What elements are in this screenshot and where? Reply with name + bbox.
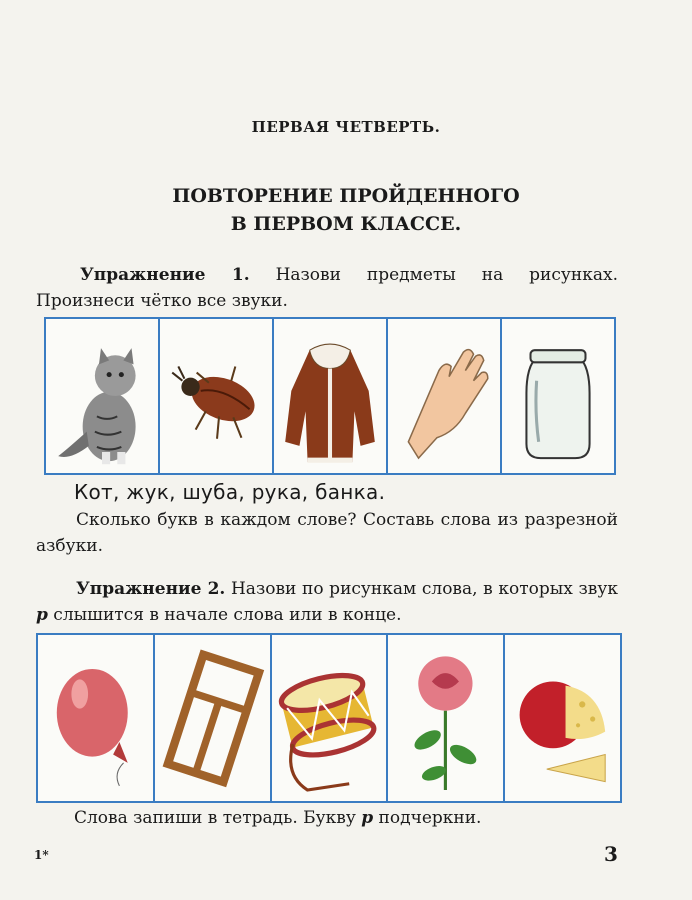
picture-cell-rose — [388, 635, 505, 801]
picture-cell-beetle — [160, 319, 274, 473]
exercise2-label: Упражнение 2. — [76, 579, 226, 599]
exercise2-instruction-text-1: Назови по рисункам слова, в которых звук — [225, 579, 618, 599]
picture-cell-fur-coat — [274, 319, 388, 473]
exercise1-instruction-text: Назови предметы на рисунках. Произнеси чётко все звуки. — [36, 265, 618, 311]
cheese-icon — [505, 635, 620, 801]
exercise1-question: Сколько букв в каждом слове? Составь слова из разрезной азбуки. — [36, 510, 618, 556]
exercise2-instruction — [36, 576, 618, 628]
hand-icon — [388, 319, 500, 473]
picture-cell-window-frame — [155, 635, 272, 801]
jar-icon — [502, 319, 614, 473]
exercise2-picture-strip — [36, 633, 622, 803]
drum-icon — [272, 635, 387, 801]
picture-cell-jar — [502, 319, 614, 473]
exercise2-task — [36, 805, 618, 831]
picture-cell-cheese — [505, 635, 620, 801]
section-title — [0, 182, 692, 238]
exercise1-instruction — [36, 262, 618, 314]
exercise1-words: Кот, жук, шуба, рука, банка. — [74, 480, 386, 504]
exercise2-instruction-text-2: слышится в начале слова или в конце. — [47, 605, 402, 625]
rose-icon — [388, 635, 503, 801]
beetle-icon — [160, 319, 272, 473]
exercise2-letter: р — [36, 605, 48, 625]
exercise2-task-letter: р — [361, 808, 374, 828]
balloon-icon — [38, 635, 153, 801]
cat-icon — [46, 319, 158, 473]
exercise2-task-text-2: подчеркни. — [373, 808, 482, 828]
fur-coat-icon — [274, 319, 386, 473]
picture-cell-balloon — [38, 635, 155, 801]
picture-cell-cat — [46, 319, 160, 473]
picture-cell-drum — [272, 635, 389, 801]
section-title-line2: В ПЕРВОМ КЛАССЕ. — [230, 213, 462, 235]
exercise1-label: Упражнение 1. — [80, 265, 250, 285]
section-title-line1: ПОВТОРЕНИЕ ПРОЙДЕННОГО — [172, 185, 520, 207]
exercise1-picture-strip — [44, 317, 616, 475]
page-number: 3 — [604, 842, 618, 866]
signature-mark: 1* — [34, 848, 49, 862]
picture-cell-hand — [388, 319, 502, 473]
quarter-title: ПЕРВАЯ ЧЕТВЕРТЬ. — [251, 118, 441, 136]
exercise2-task-text-1: Слова запиши в тетрадь. Букву — [74, 808, 362, 828]
window-frame-icon — [155, 635, 270, 801]
